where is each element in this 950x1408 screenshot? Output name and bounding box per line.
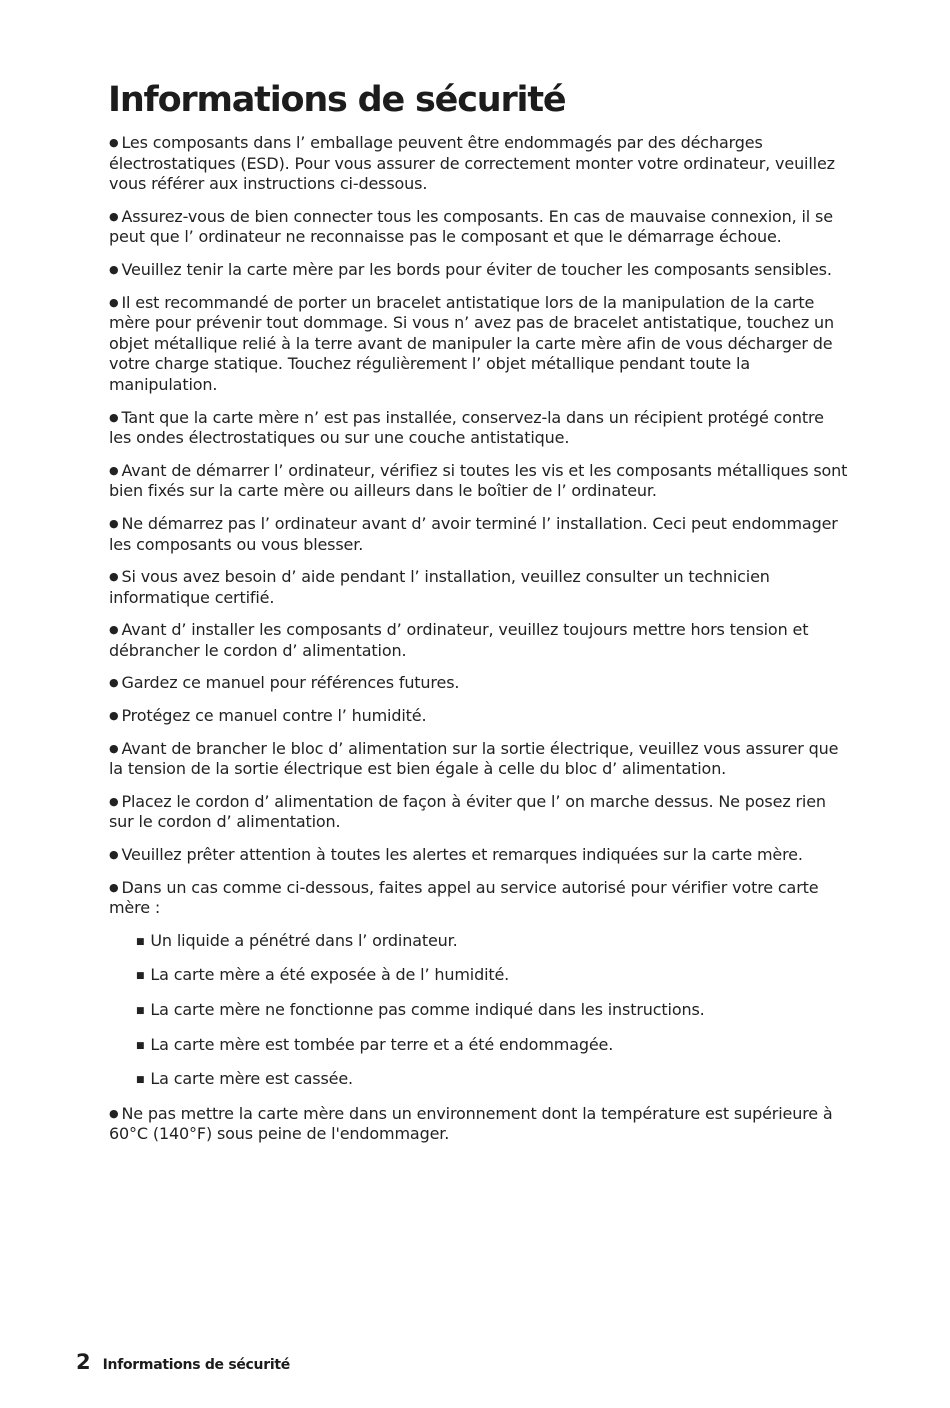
sub-list-item (136, 965, 849, 987)
bullet-icon: ● (109, 880, 119, 894)
bullet-icon: ● (109, 463, 119, 477)
bullet-icon: ● (109, 709, 119, 723)
sub-list-item (136, 931, 849, 953)
sub-list-item-text: La carte mère est tombée par terre et a été endommagée. (150, 1034, 614, 1054)
list-item (109, 706, 849, 727)
page-footer (76, 1350, 290, 1374)
paragraph-text: Ne démarrez pas l’ ordinateur avant d’ avoir terminé l’ installation. Ceci peut endommager les composants ou vous blesser. (109, 513, 838, 554)
paragraph-text: Veuillez prêter attention à toutes les alertes et remarques indiquées sur la carte mère. (121, 845, 803, 865)
bullet-icon: ● (109, 209, 119, 223)
safety-content (109, 133, 849, 1157)
paragraph-text: Dans un cas comme ci-dessous, faites appel au service autorisé pour vérifier votre carte mère : (109, 877, 819, 918)
paragraph-text: Tant que la carte mère n’ est pas installée, conservez-la dans un récipient protégé contre les ondes électrostatiques ou sur une couche antistatique. (109, 407, 824, 448)
bullet-icon: ● (109, 623, 119, 637)
page-title: Informations de sécurité (108, 80, 566, 120)
paragraph-text: Assurez-vous de bien connecter tous les composants. En cas de mauvaise connexion, il se peut que l’ ordinateur ne reconnaisse pas le composant et que le démarrage échoue. (109, 206, 833, 247)
paragraph-text: Placez le cordon d’ alimentation de façon à éviter que l’ on marche dessus. Ne posez rien sur le cordon d’ alimentation. (109, 791, 826, 832)
list-item (109, 514, 849, 555)
square-bullet-icon: ■ (136, 971, 145, 982)
list-item (109, 408, 849, 449)
list-item (109, 207, 849, 248)
bullet-icon: ● (109, 741, 119, 755)
sub-list-item-text: La carte mère a été exposée à de l’ humidité. (150, 965, 510, 985)
paragraph-text: Protégez ce manuel contre l’ humidité. (121, 706, 427, 726)
paragraph-text: Avant de démarrer l’ ordinateur, vérifiez si toutes les vis et les composants métalliques sont bien fixés sur la carte mère ou ailleurs dans le boîtier de l’ ordinateur. (109, 460, 848, 501)
sub-list-item (136, 1000, 849, 1022)
square-bullet-icon: ■ (136, 1040, 145, 1051)
bullet-icon: ● (109, 676, 119, 690)
list-item (109, 1104, 849, 1145)
bullet-icon: ● (109, 295, 119, 309)
square-bullet-icon: ■ (136, 1075, 145, 1086)
paragraph-text: Avant d’ installer les composants d’ ordinateur, veuillez toujours mettre hors tension et débrancher le cordon d’ alimentation. (109, 620, 809, 660)
page-number: 2 (76, 1350, 91, 1374)
bullet-icon: ● (109, 136, 119, 149)
list-item (109, 461, 849, 502)
paragraph-text: Ne pas mettre la carte mère dans un environnement dont la température est supérieure à 60°C (140°F) sous peine de l'endommager. (109, 1103, 833, 1144)
list-item (109, 739, 849, 780)
paragraph-text: Il est recommandé de porter un bracelet antistatique lors de la manipulation de la carte mère pour prévenir tout dommage. Si vous n’ avez pas de bracelet antistatique, touchez un objet métallique relié à la terre avant de manipuler la carte mère afin de vous décharger de votre charge statique. Touchez régulièrement l’ objet métallique pendant toute la manipulation. (109, 292, 835, 394)
sub-list-item (136, 1069, 849, 1091)
list-item (109, 260, 849, 281)
bullet-icon: ● (109, 516, 119, 530)
paragraph-text: Gardez ce manuel pour références futures. (121, 673, 460, 693)
bullet-icon: ● (109, 570, 119, 584)
square-bullet-icon: ■ (136, 1006, 145, 1016)
bullet-icon: ● (109, 1106, 119, 1120)
paragraph-text: Avant de brancher le bloc d’ alimentation sur la sortie électrique, veuillez vous assurer que la tension de la sortie électrique est bien égale à celle du bloc d’ alimentation. (109, 738, 839, 779)
list-item (109, 792, 849, 833)
paragraph-text: Si vous avez besoin d’ aide pendant l’ installation, veuillez consulter un technicien informatique certifié. (109, 567, 770, 607)
list-item (109, 293, 849, 396)
sub-list-item (136, 1035, 849, 1057)
list-item (109, 845, 849, 866)
footer-title: Informations de sécurité (102, 1357, 290, 1373)
list-item (109, 620, 849, 661)
list-item (109, 567, 849, 608)
sub-list-item-text: Un liquide a pénétré dans l’ ordinateur. (150, 930, 458, 950)
bullet-icon: ● (109, 794, 119, 808)
bullet-icon: ● (109, 848, 119, 862)
list-item (109, 673, 849, 694)
bullet-icon: ● (109, 262, 119, 276)
list-item (109, 133, 849, 195)
sub-list-item-text: La carte mère ne fonctionne pas comme indiqué dans les instructions. (150, 1000, 705, 1019)
paragraph-text: Les composants dans l’ emballage peuvent être endommagés par des décharges électrostatiques (ESD). Pour vous assurer de correctement monter votre ordinateur, veuillez vous référer aux instructions ci-dessous. (109, 133, 835, 194)
bullet-icon: ● (109, 410, 119, 424)
square-bullet-icon: ■ (136, 936, 145, 947)
paragraph-text: Veuillez tenir la carte mère par les bords pour éviter de toucher les composants sensibles. (121, 259, 832, 279)
list-item (109, 878, 849, 919)
sub-list-item-text: La carte mère est cassée. (150, 1069, 353, 1089)
